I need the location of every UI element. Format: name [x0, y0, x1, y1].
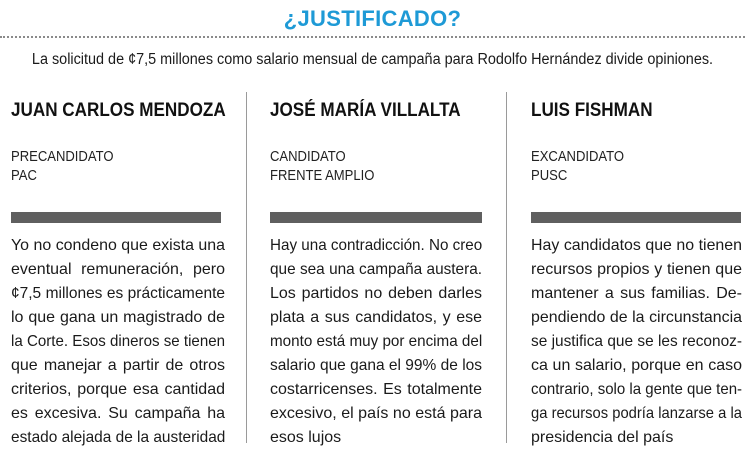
quote-line: ca un salario, porque en caso	[531, 357, 742, 374]
role-party: PUSC	[531, 168, 568, 184]
quote-line: recursos propios y tienen que	[531, 261, 742, 278]
column-fishman	[531, 100, 743, 446]
quote-line: Yo no condeno que exista una	[11, 237, 225, 254]
person-name: JOSÉ MARÍA VILLALTA	[270, 100, 461, 121]
quote-line: Hay una contradicción. No creo	[270, 237, 483, 254]
person-role	[11, 148, 113, 186]
quote-line: que manejar a partir de otros	[11, 357, 225, 374]
quote-line: estado alejada de la austeridad	[11, 429, 226, 446]
role-title: CANDIDATO	[270, 149, 346, 165]
quote-line: lo que gana un magistrado de	[11, 309, 225, 326]
page-title: ¿JUSTIFICADO?	[283, 6, 462, 31]
quote-line: criterios, porque esa cantidad	[11, 381, 225, 398]
subtitle: La solicitud de ¢7,5 millones como salario mensual de campaña para Rodolfo Hernández divide opiniones.	[31, 51, 714, 68]
quote-line: mantener a sus familias. De-	[531, 285, 742, 302]
column-mendoza	[11, 100, 226, 446]
quote-line: excesivo, el país no está para	[270, 405, 482, 422]
quote-line: Los partidos no deben darles	[270, 285, 482, 302]
separator-bar	[270, 212, 482, 223]
separator-bar	[11, 212, 221, 223]
column-divider	[506, 92, 507, 443]
quote-line: ga recursos podría lanzarse a la	[531, 405, 742, 422]
quote-text	[11, 234, 225, 450]
role-party: PAC	[11, 168, 37, 184]
separator-bar	[531, 212, 741, 223]
quote-line: monto está muy por encima del	[270, 333, 483, 350]
quote-line: pendiendo de la circunstancia	[531, 309, 742, 326]
person-role	[270, 148, 374, 186]
quote-line: esos lujos	[270, 429, 342, 446]
quote-line: eventual remuneración, pero	[11, 261, 225, 278]
quote-line: la Corte. Esos dineros se tienen	[11, 333, 225, 350]
column-villalta	[270, 100, 485, 446]
quote-line: contrario, solo la gente que ten-	[531, 381, 743, 398]
quote-text	[270, 234, 482, 450]
quote-line: salario que gana el 99% de los	[270, 357, 482, 374]
quote-line: presidencia del país	[531, 429, 674, 446]
person-name: LUIS FISHMAN	[531, 100, 653, 121]
person-role	[531, 148, 624, 186]
quote-line: costarricenses. Es totalmente	[270, 381, 482, 398]
role-party: FRENTE AMPLIO	[270, 168, 375, 184]
quote-line: se justifica que se les reconoz-	[531, 333, 742, 350]
quote-line: es excesiva. Su campaña ha	[11, 405, 225, 422]
quote-line: ¢7,5 millones es prácticamente	[11, 285, 225, 302]
column-divider	[246, 92, 247, 443]
role-title: PRECANDIDATO	[11, 149, 114, 165]
quote-line: plata a sus candidatos, y ese	[270, 309, 482, 326]
quote-line: Hay candidatos que no tienen	[531, 237, 742, 254]
role-title: EXCANDIDATO	[531, 149, 625, 165]
quote-line: que sea una campaña austera.	[270, 261, 482, 278]
quote-text	[531, 234, 742, 450]
person-name: JUAN CARLOS MENDOZA	[11, 100, 226, 121]
dotted-divider	[0, 36, 745, 38]
